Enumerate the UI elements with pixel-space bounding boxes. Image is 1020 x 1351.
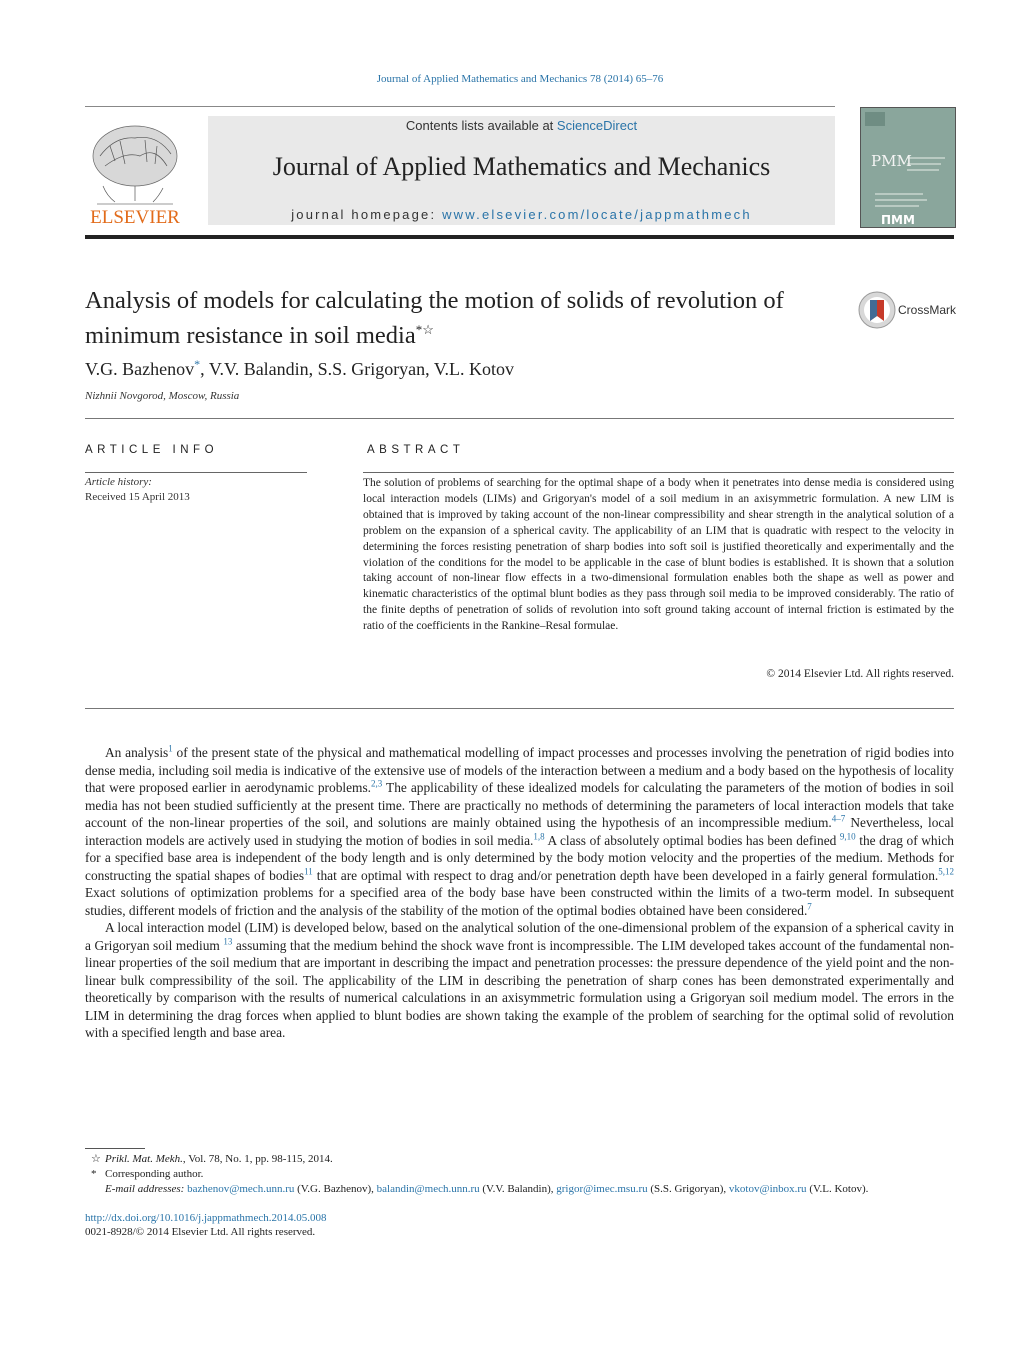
article-info-rule <box>85 472 307 473</box>
doi-link[interactable]: http://dx.doi.org/10.1016/j.jappmathmech.2014.05.008 <box>85 1212 327 1224</box>
body-text: of the present state of the physical and mathematical modelling of impact processes and processes involving the penetration of rigid bodies into dense media, including soil media is indicative of the extensive use of models of the interaction between a medium and a body based on the hypothesis of locality that were proposed earlier in aerodynamic problems. <box>85 745 954 795</box>
email-owner: (V.G. Bazhenov), <box>294 1183 377 1195</box>
crossmark-badge[interactable] <box>858 291 958 331</box>
abstract-bottom-rule <box>85 708 954 709</box>
email-label: E-mail addresses: <box>105 1183 185 1195</box>
footnote-rule <box>85 1148 145 1149</box>
body-text: A local interaction model (LIM) is developed below, based on the analytical solution of the one-dimensional problem of the expansion of a spherical cavity in a Grigoryan soil medium <box>85 920 954 953</box>
email-owner: (S.S. Grigoryan), <box>647 1183 729 1195</box>
citation-link[interactable]: 13 <box>223 936 233 947</box>
cover-image <box>861 108 955 227</box>
email-owner: (V.V. Balandin), <box>479 1183 557 1195</box>
journal-banner <box>208 116 835 225</box>
abstract-text: The solution of problems of searching for the optimal shape of a body when it penetrates into dense media is considered using local interaction models (LIMs) and Grigoryan's model of a soil medium in an axisymmetric formulation. A new LIM is obtained that is improved by taking account of the non-linear compressibility and shear strength in the analytical solution of a problem on the expansion of a spherical cavity. The applicability of an LIM that is quadratic with respect to the velocity in determining the forces resisting penetration of sharp bodies into soft soil is justified theoretically and experimentally and the violation of the conditions for the model to be applicable in the case of blunt bodies is established. It is shown that a solution taking account of non-linear flow effects in a two-dimensional formulation enables both the shape as well as power and kinematic characteristics of the optimal blunt bodies as they pass through soil media to be improved considerably. The ratio of the finite depths of penetration of solids of revolution into soft ground taking account of internal friction is estimated by the ratio of the coefficients in the Rankine–Resal formulae. <box>363 477 954 633</box>
citation-link[interactable]: 11 <box>304 866 313 877</box>
citation-link[interactable]: 1 <box>168 743 173 754</box>
email-owner: (V.L. Kotov). <box>806 1183 869 1195</box>
journal-cover-thumbnail[interactable] <box>860 107 956 228</box>
citation-link[interactable]: 5,12 <box>938 866 955 877</box>
homepage-link[interactable]: www.elsevier.com/locate/jappmathmech <box>442 207 752 222</box>
header-rule <box>85 106 835 107</box>
author-list <box>85 357 514 380</box>
issn-copyright: 0021-8928/© 2014 Elsevier Ltd. All rights reserved. <box>85 1226 316 1238</box>
article-info-heading: ARTICLE INFO <box>85 444 219 456</box>
article-title <box>85 286 845 350</box>
corresponding-author-mark[interactable]: * <box>194 357 201 371</box>
footnote-translation <box>85 1152 954 1167</box>
body-text: assuming that the medium behind the shock wave front is incompressible. The LIM developed takes account of the fundamental non-linear properties of the soil medium that are important in describing the impact and penetration processes: the pressure dependence of the yield point and the non-linear bulk compressibility of the soil. The applicability of the LIM in describing the penetration of sharp cones has been demonstrated experimentally and theoretically by comparison with the results of numerical calculations in an axisymmetric formulation using a Grigoryan soil medium model. The errors in the LIM in determining the drag forces when applied to blunt bodies are shown taking the example of the problem of searching for the optimal solid of revolution with a specified length and base area. <box>85 937 955 1040</box>
cover-text: ПММ <box>881 213 915 227</box>
body-paragraph-2 <box>85 919 954 1042</box>
footnote-emails <box>85 1182 954 1197</box>
email-link[interactable]: grigor@imec.msu.ru <box>556 1183 648 1195</box>
footnote-mark: * <box>91 1168 97 1180</box>
abstract-heading: ABSTRACT <box>367 444 465 456</box>
email-link[interactable]: vkotov@inbox.ru <box>728 1183 807 1195</box>
citation-link[interactable]: 9,10 <box>839 831 856 842</box>
body-text: A class of absolutely optimal bodies has been defined <box>544 832 840 848</box>
email-link[interactable]: balandin@mech.unn.ru <box>376 1183 480 1195</box>
journal-title: Journal of Applied Mathematics and Mechanics <box>272 152 771 181</box>
received-date: Received 15 April 2013 <box>85 491 190 503</box>
copyright-notice: © 2014 Elsevier Ltd. All rights reserved. <box>766 668 954 680</box>
elsevier-wordmark: ELSEVIER <box>90 207 180 226</box>
homepage-line <box>208 207 835 222</box>
contents-line <box>208 118 835 133</box>
citation-link[interactable]: 1,8 <box>533 831 545 842</box>
footnote-corresponding <box>85 1167 954 1182</box>
corresponding-author-label: Corresponding author. <box>105 1168 204 1180</box>
abstract-rule <box>363 472 954 473</box>
body-text: An analysis <box>105 745 169 760</box>
citation-link[interactable]: 4–7 <box>831 813 846 824</box>
header-thick-rule <box>85 235 954 239</box>
footnotes <box>85 1152 954 1197</box>
journal-source: Prikl. Mat. Mekh. <box>105 1153 183 1165</box>
crossmark-label: CrossMark <box>898 303 957 317</box>
svg-text:PMM: PMM <box>871 152 912 170</box>
author-name: V.G. Bazhenov <box>85 359 195 379</box>
body-text: Nevertheless, local interaction models are actively used in studying the motion of bodies in soil media. <box>85 815 954 848</box>
sciencedirect-link[interactable]: ScienceDirect <box>556 118 638 133</box>
body-text: the drag of which for a specified base area is independent of the body length and is only determined by the body motion velocity and the properties of the medium. Methods for constructing the spatial shapes of bodies <box>85 832 954 883</box>
email-link[interactable]: bazhenov@mech.unn.ru <box>187 1183 295 1195</box>
elsevier-tree-icon <box>85 116 185 226</box>
title-footnote-marks[interactable]: *☆ <box>415 322 434 337</box>
article-title-text: Analysis of models for calculating the motion of solids of revolution of minimum resistance in soil media <box>85 287 784 350</box>
body-text: The applicability of these idealized models for calculating the parameters of the motion of bodies in soil media has not been studied sufficiently at the present time. There are practically no methods of determining the parameters of local interaction models that take account of the non-linear properties of the soil, and solutions are mainly obtained using the hypothesis of an incompressible medium. <box>85 780 954 830</box>
elsevier-logo[interactable] <box>85 116 185 226</box>
footnote-mark: ☆ <box>91 1153 101 1165</box>
homepage-prefix: journal homepage: <box>291 207 443 222</box>
author-names-rest: , V.V. Balandin, S.S. Grigoryan, V.L. Kotov <box>200 359 515 379</box>
citation-link[interactable]: 7 <box>807 901 812 912</box>
crossmark-icon <box>858 291 898 331</box>
body-paragraph-1 <box>85 744 954 919</box>
body-text: that are optimal with respect to drag and/or penetration depth have been developed in a fairly general formulation. <box>312 867 939 883</box>
article-history-label: Article history: <box>85 476 152 488</box>
journal-reference-link[interactable]: Journal of Applied Mathematics and Mechanics 78 (2014) 65–76 <box>376 73 664 85</box>
contents-prefix: Contents lists available at <box>405 118 557 133</box>
source-details: , Vol. 78, No. 1, pp. 98-115, 2014. <box>182 1153 333 1165</box>
info-top-rule <box>85 418 954 419</box>
affiliation: Nizhnii Novgorod, Moscow, Russia <box>85 390 240 402</box>
article-body <box>85 744 954 1042</box>
body-text: Exact solutions of optimization problems for a specified area of the body base have been constructed within the limits of a two-term model. In subsequent studies, different models of friction and the analysis of the stability of the motion of the optimal bodies obtained have been considered. <box>85 885 954 918</box>
citation-link[interactable]: 2,3 <box>371 778 383 789</box>
